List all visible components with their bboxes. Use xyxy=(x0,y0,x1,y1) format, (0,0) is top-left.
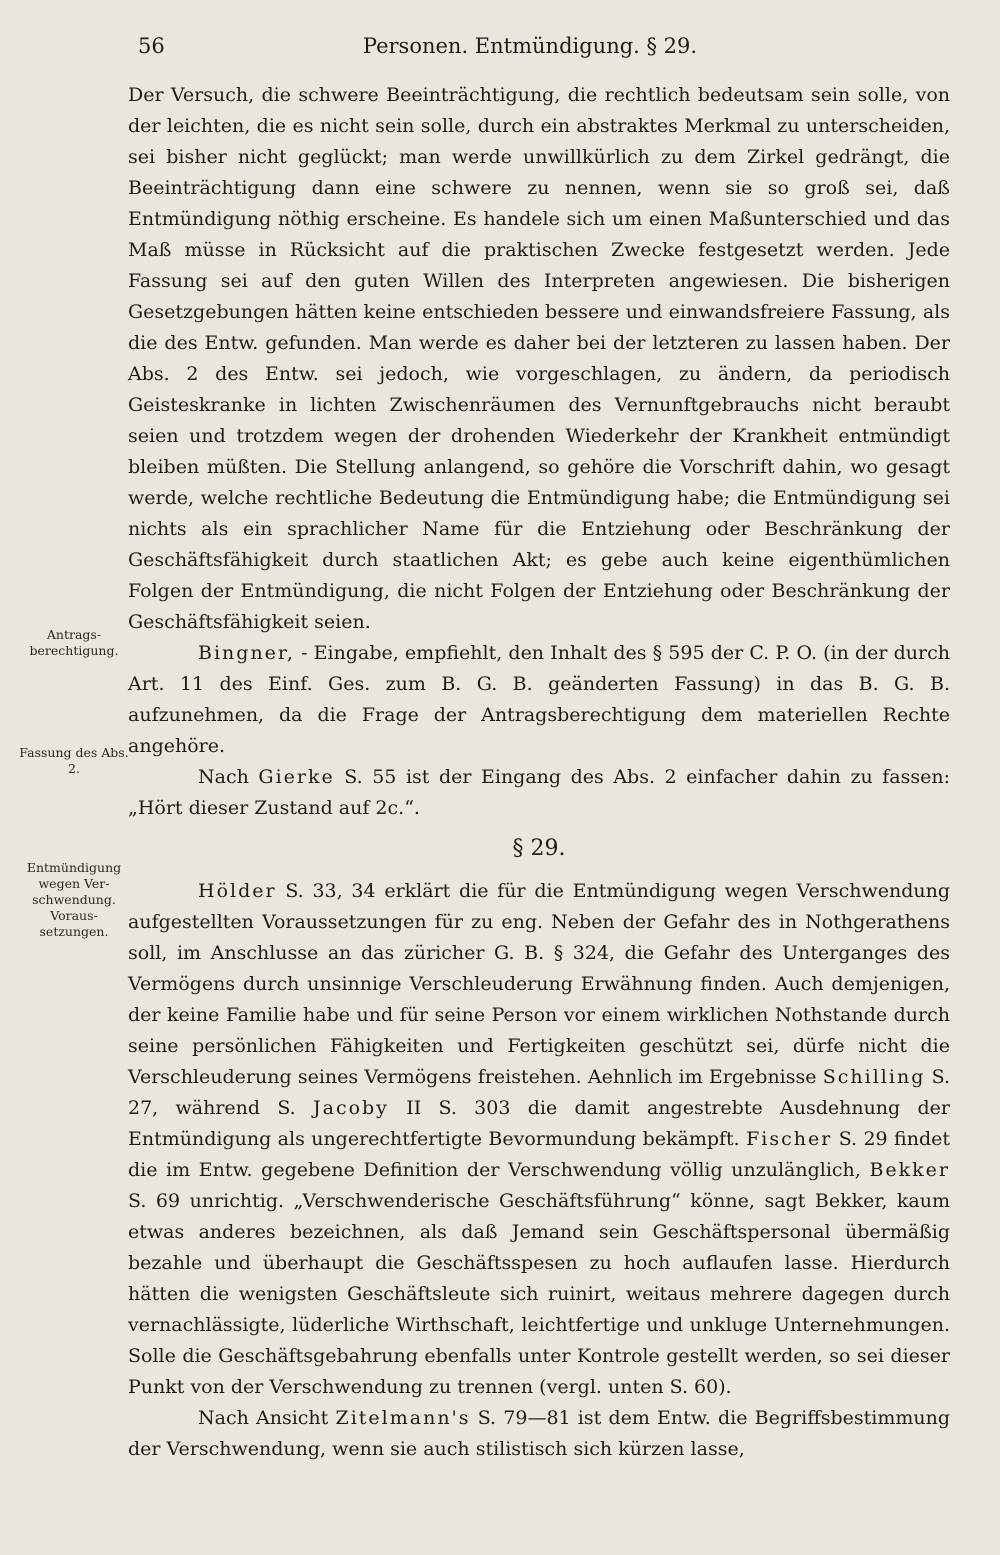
paragraph-3 xyxy=(128,762,950,824)
paragraph-text: S. 55 ist der Eingang des Abs. 2 einfacher dahin zu fassen: „Hört dieser Zustand auf 2c.“. xyxy=(128,766,950,819)
paragraph-text: S. 69 unrichtig. „Verschwenderische Geschäftsführung“ könne, sagt Bekker, kaum etwas anderes bezeichnen, als daß Jemand sein Geschäftspersonal übermäßig bezahle und überhaupt die Geschäftsspesen zu hoch auflaufen lasse. Hierdurch hätten die wenigsten Geschäftsleute sich ruinirt, weitaus mehrere dagegen durch vernachlässigte, lüderliche Wirthschaft, leichtfertige und unkluge Unternehmungen. Solle die Geschäftsgebahrung ebenfalls unter Kontrole gestellt werden, so sei dieser Punkt von der Verschwendung zu trennen (vergl. unten S. 60). xyxy=(128,1190,950,1398)
paragraph-text: S. 27, während S. xyxy=(128,1066,950,1119)
paragraph-2 xyxy=(128,638,950,762)
marginal-note-verschwendung: Entmündigung wegen Verschwendung. Voraussetzungen. xyxy=(26,860,122,939)
author-name: Schilling xyxy=(822,1066,926,1088)
author-name: Zitelmann's xyxy=(335,1407,471,1429)
author-name: Gierke xyxy=(258,766,335,788)
paragraph-5 xyxy=(128,1403,950,1465)
author-name: Jacoby xyxy=(313,1097,389,1119)
paragraph-text: S. 33, 34 erklärt die für die Entmündigung wegen Verschwendung aufgestellten Voraussetzungen für zu eng. Neben der Gefahr des in Nothgerathens soll, im Anschlusse an das züricher G. B. § 324, die Gefahr des Unterganges des Vermögens durch unsinnige Verschleuderung Erwähnung finden. Auch demjenigen, der keine Familie habe und für seine Person vor einem wirklichen Nothstande durch seine persönlichen Fähigkeiten und Fertigkeiten geschützt sei, dürfe nicht die Verschleuderung seines Vermögens freistehen. Aehnlich im Ergebnisse xyxy=(128,880,950,1088)
author-name: Fischer xyxy=(746,1128,833,1150)
author-name: Bekker xyxy=(869,1159,950,1181)
paragraph-text: S. 29 findet die im Entw. gegebene Definition der Verschwendung völlig unzulänglich, xyxy=(128,1128,950,1181)
page-number: 56 xyxy=(138,34,165,58)
marginal-note-fassung: Fassung des Abs. 2. xyxy=(19,745,129,776)
paragraph-text: - Eingabe, empfiehlt, den Inhalt des § 595 der C. P. O. (in der durch Art. 11 des Einf. Ges. zum B. G. B. geänderten Fassung) in das B. G. B. aufzunehmen, da die Frage der Antragsberechtigung dem materiellen Rechte angehöre. xyxy=(128,642,950,757)
main-text xyxy=(128,80,950,1465)
running-head: Personen. Entmündigung. § 29. xyxy=(362,34,698,58)
paragraph-text: Nach Ansicht xyxy=(198,1407,336,1429)
paragraph-text: Nach xyxy=(198,766,259,788)
paragraph-4 xyxy=(128,876,950,1403)
paragraph-text: S. 79—81 ist dem Entw. die Begriffsbestimmung der Verschwendung, wenn sie auch stilistisch sich kürzen lasse, xyxy=(128,1407,950,1460)
marginal-note-antragsberechtigung: Antragsberechtigung. xyxy=(29,627,119,658)
paragraph-1: Der Versuch, die schwere Beeinträchtigung, die rechtlich bedeutsam sein solle, von der leichten, die es nicht sein solle, durch ein abstraktes Merkmal zu unterscheiden, sei bisher nicht geglückt; man werde unwillkürlich zu dem Zirkel gedrängt, die Beeinträchtigung dann eine schwere zu nennen, wenn sie so groß sei, daß Entmündigung nöthig erscheine. Es handele sich um einen Maßunterschied und das Maß müsse in Rücksicht auf die praktischen Zwecke festgesetzt werden. Jede Fassung sei auf den guten Willen des Interpreten angewiesen. Die bisherigen Gesetzgebungen hätten keine entschieden bessere und einwandsfreiere Fassung, als die des Entw. gefunden. Man werde es daher bei der letzteren zu lassen haben. Der Abs. 2 des Entw. sei jedoch, wie vorgeschlagen, zu ändern, da periodisch Geisteskranke in lichten Zwischenräumen des Vernunftgebrauchs nicht beraubt seien und trotzdem wegen der drohenden Wiederkehr der Krankheit entmündigt bleiben müßten. Die Stellung anlangend, so gehöre die Vorschrift dahin, wo gesagt werde, welche rechtliche Bedeutung die Entmündigung habe; die Entmündigung sei nichts als ein sprachlicher Name für die Entziehung oder Beschränkung der Geschäftsfähigkeit durch staatlichen Akt; es gebe auch keine eigenthümlichen Folgen der Entmündigung, die nicht Folgen der Entziehung oder Beschränkung der Geschäftsfähigkeit seien. xyxy=(128,84,950,633)
paragraph-text: II S. 303 die damit angestrebte Ausdehnung der Entmündigung als ungerechtfertigte Bevormundung bekämpft. xyxy=(128,1097,950,1150)
page-header xyxy=(60,28,940,68)
author-name: Hölder xyxy=(198,880,277,902)
section-heading: § 29. xyxy=(512,836,566,861)
author-name: Bingner, xyxy=(198,642,295,664)
